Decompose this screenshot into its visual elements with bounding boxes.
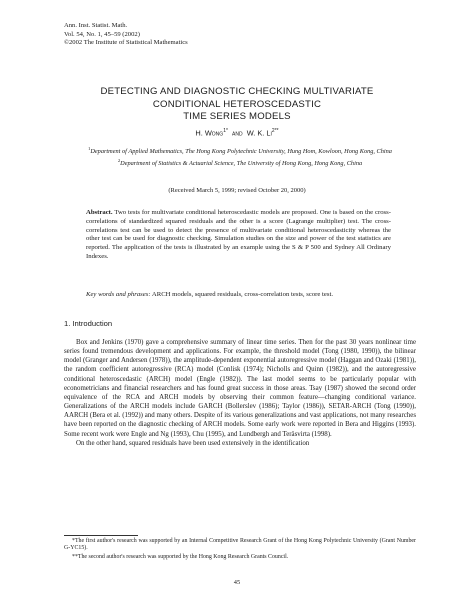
abstract-text: Two tests for multivariate conditional heteroscedastic models are proposed. One is based on the cross-correlations of standardized squared residuals and the other is a score (Lagrange multiplier) test. The cross-correlations test can be used to detect the presence of multivariate conditional heteroscedasticity whereas the other test can be used for diagnostic checking. Simulation studies on the size and power of the test statistics are reported. The application of the tests is illustrated by an example using the S & P 500 and Sydney All Ordinary Indexes.: [86, 209, 391, 260]
author-2-mark: 2**: [271, 128, 279, 134]
abstract-lead: Abstract.: [86, 209, 113, 216]
journal-volume: Vol. 54, No. 1, 45–59 (2002): [64, 30, 140, 38]
author-conjunction: and: [232, 128, 243, 138]
footnote-2: **The second author's research was supported by the Hong Kong Research Grants Council.: [72, 553, 289, 560]
title-line-3: TIME SERIES MODELS: [183, 111, 291, 123]
journal-header: [64, 22, 188, 48]
author-2-name: W. K. Li: [246, 128, 272, 138]
author-1-name: H. Wong: [195, 128, 224, 138]
footnotes: [64, 538, 416, 562]
affiliation-1: [64, 145, 416, 156]
received-dates: (Received March 5, 1999; revised October 20, 2000): [168, 187, 306, 194]
title-line-2: CONDITIONAL HETEROSCEDASTIC: [152, 98, 322, 110]
author-line: [0, 128, 474, 137]
affiliation-2-text: Department of Statistics & Actuarial Science, The University of Hong Kong, Hong Kong, China: [120, 160, 363, 168]
affiliation-1-text: Department of Applied Mathematics, The Hong Kong Polytechnic University, Hung Hom, Kowloon, Hong Kong, China: [90, 148, 392, 156]
author-1-mark: 1*: [223, 128, 228, 134]
body-text: [64, 338, 416, 448]
footnote-1: *The first author's research was supported by an Internal Competitive Research Grant of the Hong Kong Polytechnic University (Grant Number G-YC15).: [64, 538, 416, 552]
page-number: 45: [233, 579, 241, 586]
footnote-rule: [64, 535, 138, 536]
keywords: [86, 291, 391, 300]
affiliation-1-mark: 1: [88, 146, 91, 151]
section-heading-introduction: 1. Introduction: [64, 319, 113, 328]
paragraph-2: On the other hand, squared residuals have been used extensively in the identification: [76, 439, 310, 447]
keywords-lead: Key words and phrases:: [86, 291, 151, 298]
affiliation-2-mark: 2: [117, 158, 121, 164]
paper-title: [0, 86, 474, 124]
journal-name: Ann. Inst. Statist. Math.: [64, 22, 128, 29]
paragraph-1: Box and Jenkins (1970) gave a comprehensive summary of linear time series. Then for the past 30 years nonlinear time series found tremendous development and applications. For example, the threshold model (Tong (1980, 1990)), the bilinear model (Granger and Andersen (1978)), the amplitude-dependent exponential autoregressive model (Haggan and Ozaki (1981)), the random coefficient autoregressive (RCA) model (Conlisk (1974); Nicholls and Quinn (1982)), and the autoregressive conditional heteroscedastic (ARCH) model (Engle (1982)). The last model seems to be particularly popular with econometricians and financial researchers and has found great success in those areas. Tsay (1987) showed the second order equivalence of the RCA and ARCH models by observing their common feature—changing conditional variance. Generalizations of the ARCH models include GARCH (Bollerslev (1986); Taylor (1986)), SETAR-ARCH (Tong (1990)), AARCH (Bera et al. (1992)) and many others. Despite of its various generalizations and vast applications, not many researches have been reported on the diagnostic checking of ARCH models. Some early work were reported in Bera and Higgins (1993). Some recent work were Engle and Ng (1993), Chu (1995), and Lundbergh and Teräsvirta (1998).: [64, 339, 416, 438]
abstract: [86, 209, 391, 262]
affiliations: [64, 145, 416, 170]
affiliation-2: [64, 157, 416, 168]
keywords-text: ARCH models, squared residuals, cross-correlation tests, score test.: [151, 291, 333, 298]
title-line-1: DETECTING AND DIAGNOSTIC CHECKING MULTIVARIATE: [100, 86, 374, 97]
journal-copyright: ©2002 The Institute of Statistical Mathematics: [64, 39, 188, 47]
